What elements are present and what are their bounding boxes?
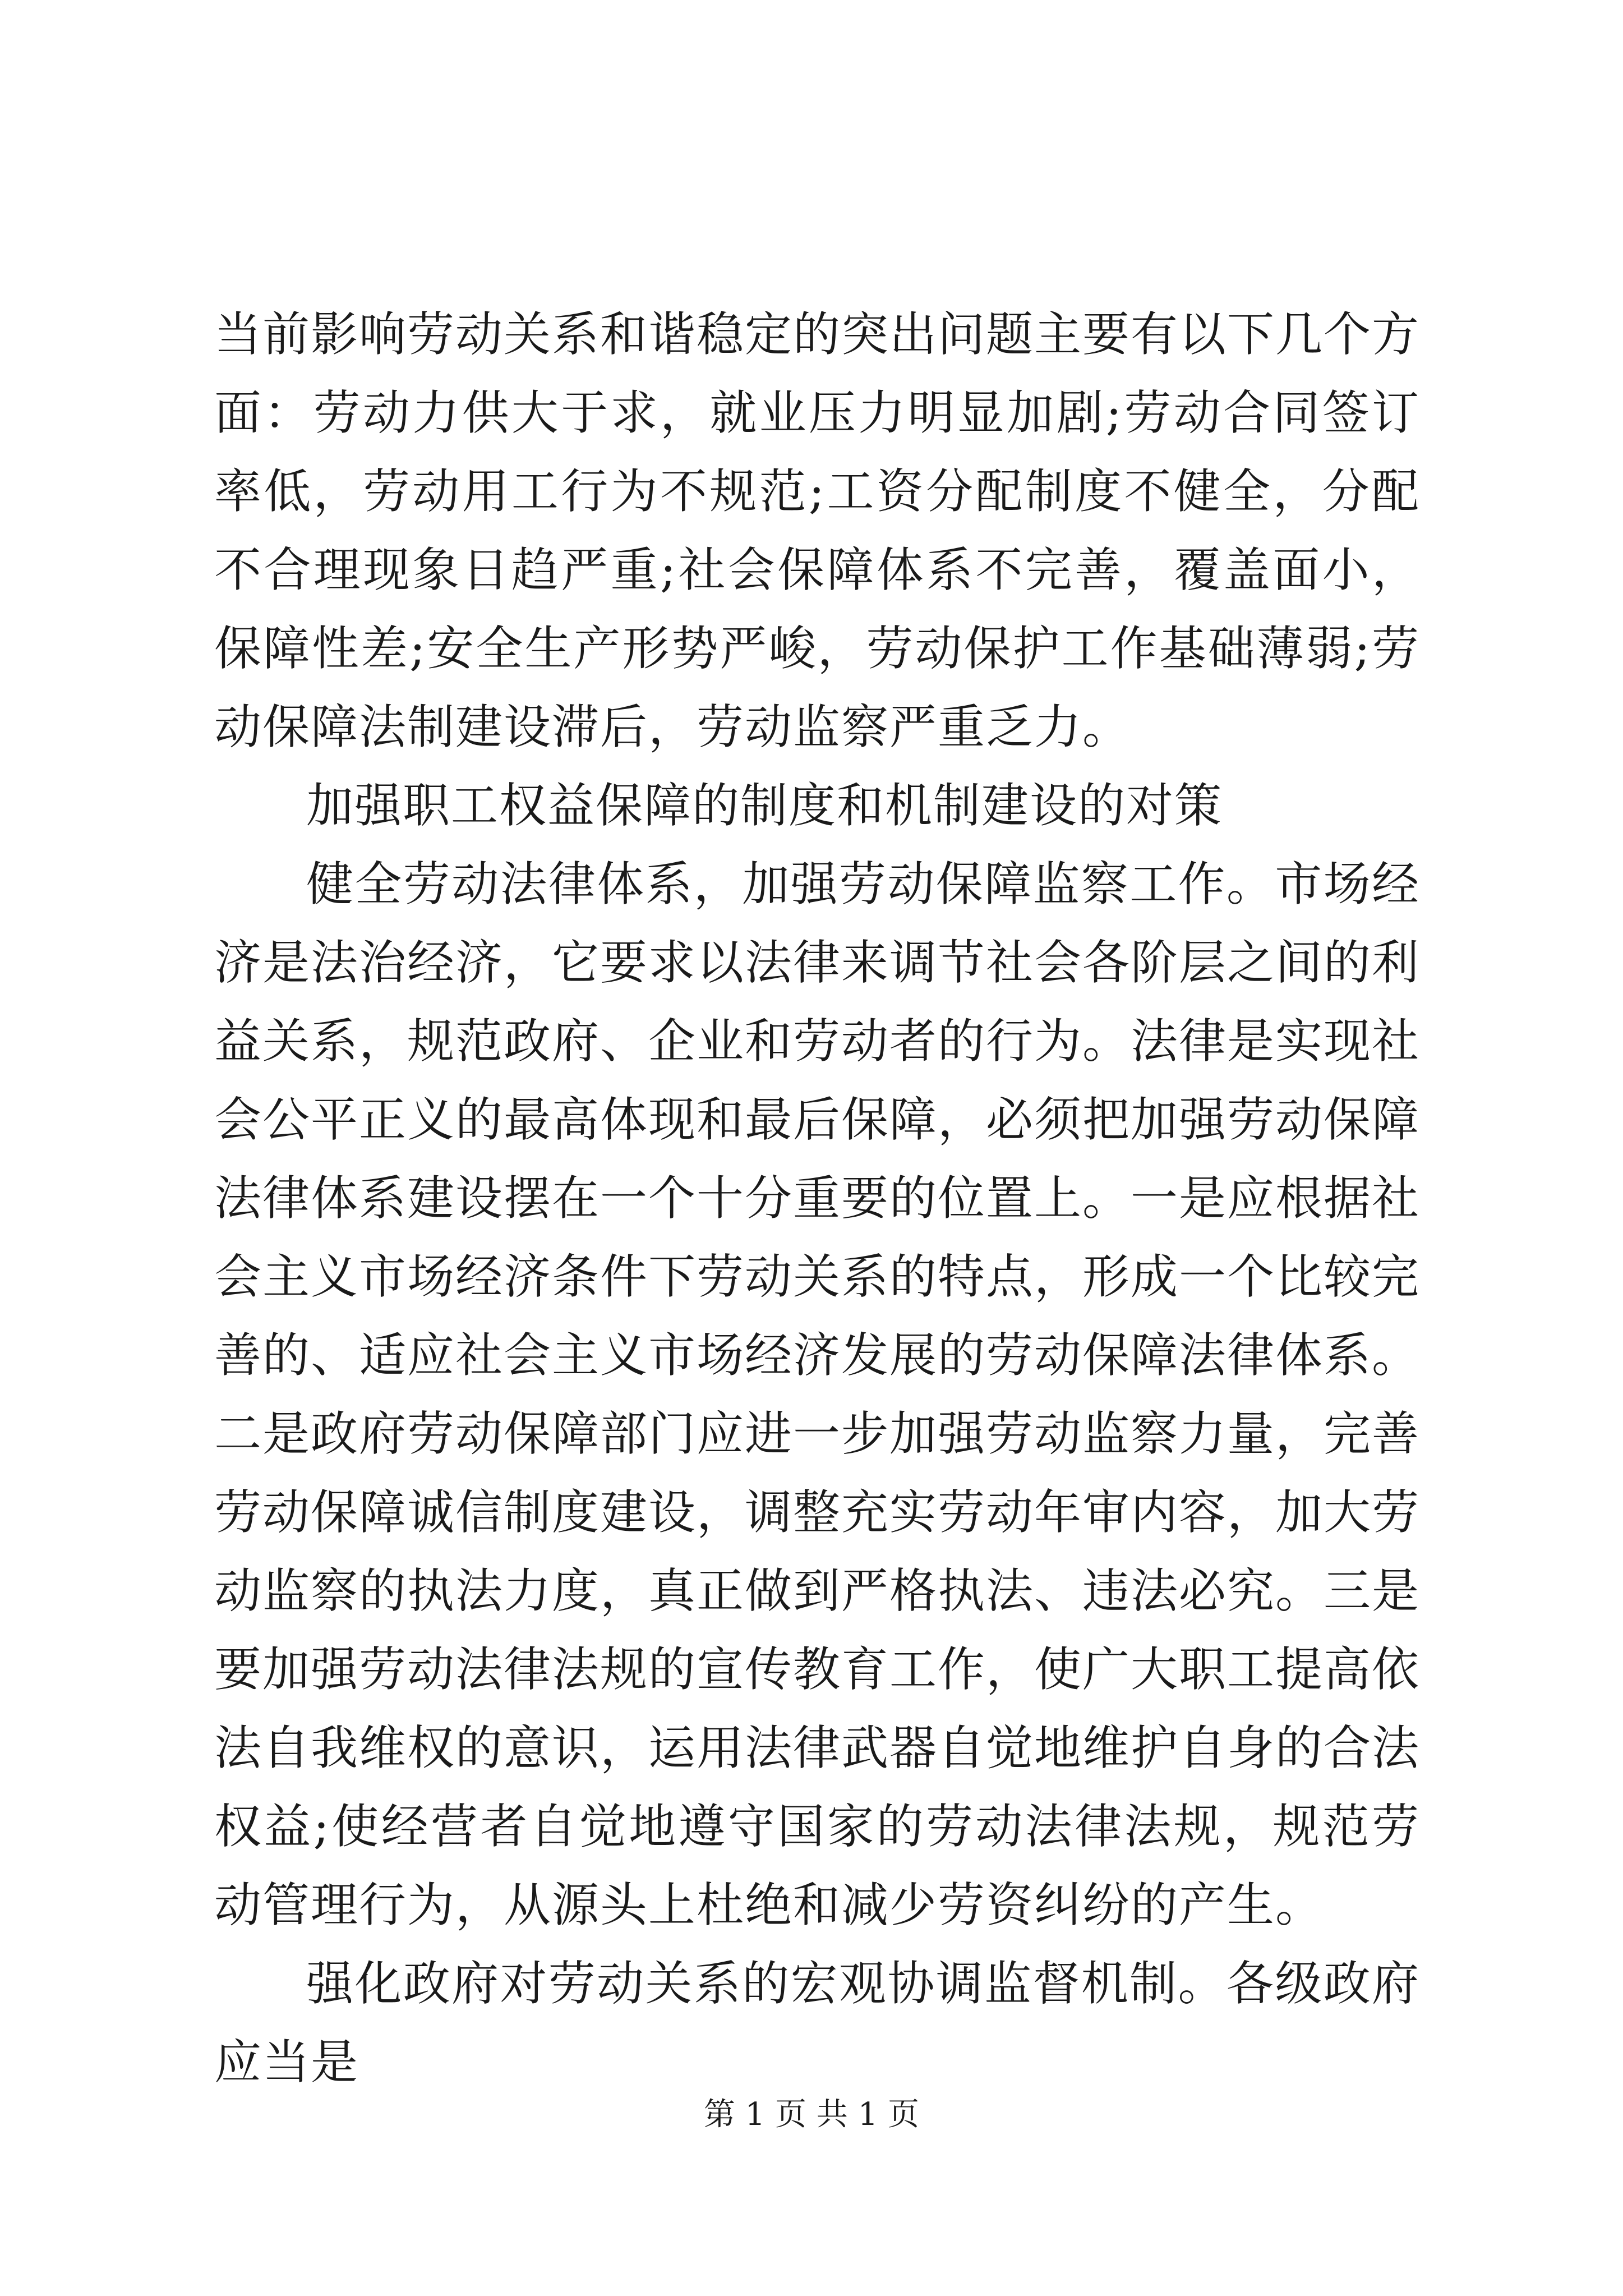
- page-footer: 第 1 页 共 1 页: [703, 2096, 920, 2133]
- document-body: [214, 295, 1420, 2101]
- section-heading: 加强职工权益保障的制度和机制建设的对策: [306, 778, 1223, 833]
- paragraph-legal-system: 健全劳动法律体系，加强劳动保障监察工作。市场经济是法治经济，它要求以法律来调节社会各阶层之间的利益关系，规范政府、企业和劳动者的行为。法律是实现社会公平正义的最高体现和最后保障，必须把加强劳动保障法律体系建设摆在一个十分重要的位置上。一是应根据社会主义市场经济条件下劳动关系的特点，形成一个比较完善的、适应社会主义市场经济发展的劳动保障法律体系。二是政府劳动保障部门应进一步加强劳动监察力量，完善劳动保障诚信制度建设，调整充实劳动年审内容，加大劳动监察的执法力度，真正做到严格执法、违法必究。三是要加强劳动法律法规的宣传教育工作，使广大职工提高依法自我维权的意识，运用法律武器自觉地维护自身的合法权益;使经营者自觉地遵守国家的劳动法律法规，规范劳动管理行为，从源头上杜绝和减少劳资纠纷的产生。: [214, 857, 1421, 1932]
- paragraph-problems: 当前影响劳动关系和谐稳定的突出问题主要有以下几个方面：劳动力供大于求，就业压力明显加剧;劳动合同签订率低，劳动用工行为不规范;工资分配制度不健全，分配不合理现象日趋严重;社会保障体系不完善，覆盖面小，保障性差;安全生产形势严峻，劳动保护工作基础薄弱;劳动保障法制建设滞后，劳动监察严重乏力。: [214, 307, 1421, 754]
- paragraph-government-mechanism: 强化政府对劳动关系的宏观协调监督机制。各级政府应当是: [214, 1956, 1420, 2090]
